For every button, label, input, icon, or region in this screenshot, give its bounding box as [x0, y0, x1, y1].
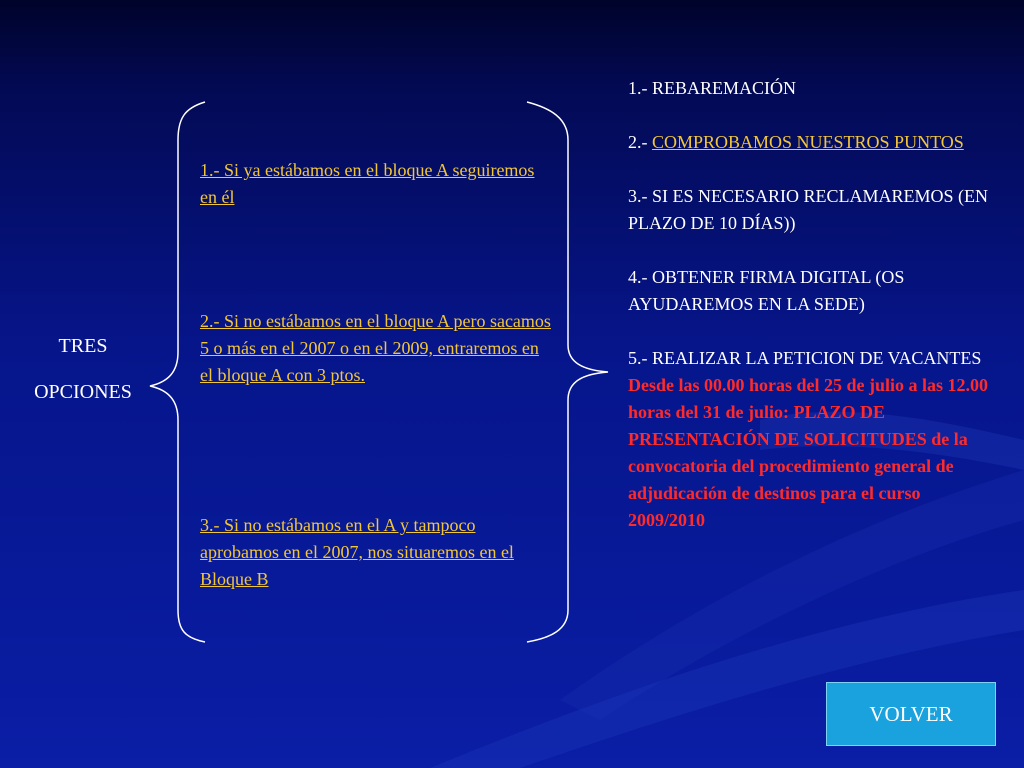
step-4: 4.- OBTENER FIRMA DIGITAL (OS AYUDAREMOS EN LA SEDE) [628, 267, 905, 314]
option-2-link[interactable]: 2.- Si no estábamos en el bloque A pero sacamos 5 o más en el 2007 o en el 2009, entraremos en el bloque A con 3 ptos. [200, 311, 551, 385]
step-2-prefix: 2.- [628, 132, 652, 152]
tres-opciones-line1: TRES [58, 335, 108, 357]
step-2 [628, 129, 998, 156]
steps-list [628, 75, 998, 534]
step-5 [628, 345, 998, 534]
left-brace [150, 102, 205, 642]
option-1-link[interactable]: 1.- Si ya estábamos en el bloque A seguiremos en él [200, 160, 535, 207]
step-5-deadline-note: Desde las 00.00 horas del 25 de julio a las 12.00 horas del 31 de julio: PLAZO DE PRESENTACIÓN DE SOLICITUDES de la convocatoria del procedimiento general de adjudicación de destinos para el curso 2009/2010 [628, 375, 989, 530]
step-5-text: 5.- REALIZAR LA PETICION DE VACANTES [628, 348, 982, 368]
step-1: 1.- REBAREMACIÓN [628, 78, 797, 98]
tres-opciones-line2: OPCIONES [34, 381, 132, 403]
step-3: 3.- SI ES NECESARIO RECLAMAREMOS (EN PLAZO DE 10 DÍAS)) [628, 186, 989, 233]
comprobamos-puntos-link[interactable]: COMPROBAMOS NUESTROS PUNTOS [652, 132, 964, 152]
option-3-link[interactable]: 3.- Si no estábamos en el A y tampoco aprobamos en el 2007, nos situaremos en el Bloque B [200, 515, 514, 589]
volver-button[interactable]: VOLVER [826, 682, 996, 746]
